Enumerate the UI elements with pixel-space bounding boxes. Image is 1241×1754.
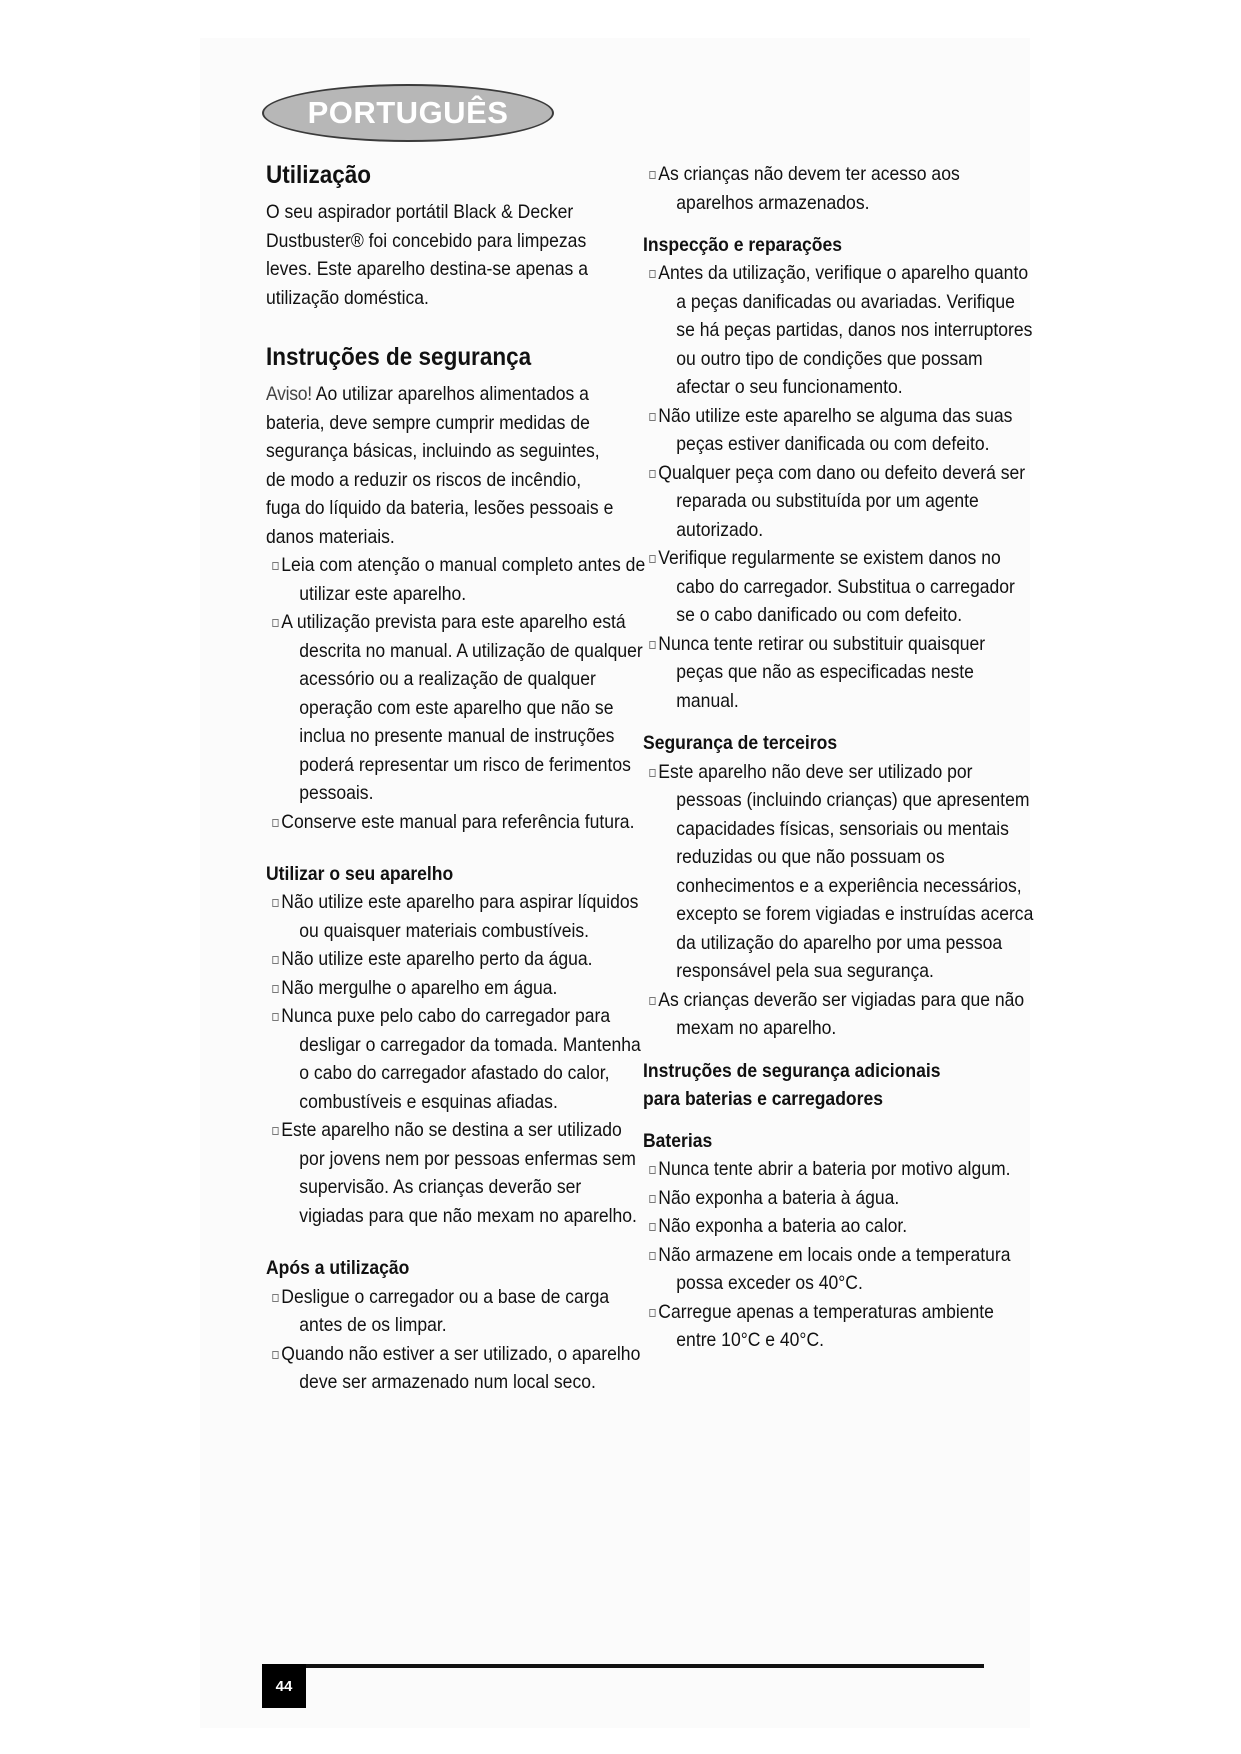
bullet-box-icon <box>649 470 655 478</box>
utilizar-list <box>266 888 641 1230</box>
list-item: Quando não estiver a ser utilizado, o aparelho deve ser armazenado num local seco. <box>266 1340 649 1397</box>
section-title-seguranca: Instruções de segurança <box>266 343 532 371</box>
list-item: Não utilize este aparelho perto da água. <box>266 945 649 974</box>
bullet-box-icon <box>649 413 655 421</box>
section-title-utilizacao: Utilização <box>266 161 372 189</box>
seguranca-list <box>266 551 646 836</box>
utilizacao-body: O seu aspirador portátil Black & Decker Dustbuster® foi concebido para limpezas leves. Este aparelho destina-se apenas a utilização doméstica. <box>266 201 588 309</box>
list-item: Qualquer peça com dano ou defeito deverá ser reparada ou substituída por um agente autorizado. <box>643 459 1036 545</box>
list-item: Antes da utilização, verifique o aparelho quanto a peças danificadas ou avariadas. Verifique se há peças partidas, danos nos interruptores ou outro tipo de condições que possam afectar o seu funcionamento. <box>643 259 1036 402</box>
list-item: As crianças deverão ser vigiadas para que não mexam no aparelho. <box>643 986 1036 1043</box>
section-title-adicionais-1: Instruções de segurança adicionais <box>643 1059 941 1082</box>
list-item: Conserve este manual para referência futura. <box>266 808 649 837</box>
bullet-box-icon <box>649 1166 655 1174</box>
seguranca-warning <box>266 380 616 551</box>
list-item: Carregue apenas a temperaturas ambiente entre 10°C e 40°C. <box>643 1298 1036 1355</box>
list-item: Não utilize este aparelho para aspirar líquidos ou quaisquer materiais combustíveis. <box>266 888 649 945</box>
list-item: Leia com atenção o manual completo antes de utilizar este aparelho. <box>266 551 649 608</box>
warning-text: Ao utilizar aparelhos alimentados a bateria, deve sempre cumprir medidas de segurança básicas, incluindo as seguintes, de modo a reduzir os riscos de incêndio, fuga do líquido da bateria, lesões pessoais e danos materiais. <box>266 383 614 548</box>
list-item: Nunca tente retirar ou substituir quaisquer peças que não as especificadas neste manual. <box>643 630 1036 716</box>
list-item: Não utilize este aparelho se alguma das suas peças estiver danificada ou com defeito. <box>643 402 1036 459</box>
list-item: Não armazene em locais onde a temperatura possa exceder os 40°C. <box>643 1241 1036 1298</box>
intro-list <box>643 160 1003 217</box>
bullet-box-icon <box>649 1252 655 1260</box>
list-item: Nunca tente abrir a bateria por motivo algum. <box>643 1155 1036 1184</box>
list-item: Este aparelho não deve ser utilizado por pessoas (incluindo crianças) que apresentem capacidades físicas, sensoriais ou mentais reduzidas ou que não possuam os conhecimentos e a experiência necessários, excepto se forem vigiadas e instruídas acerca da utilização do aparelho por uma pessoa responsável pela sua segurança. <box>643 758 1036 986</box>
right-column <box>643 160 1034 1355</box>
section-title-baterias: Baterias <box>643 1130 713 1153</box>
apos-list <box>266 1283 641 1397</box>
bullet-box-icon <box>649 1195 655 1203</box>
bullet-box-icon <box>272 819 278 827</box>
section-title-inspeccao: Inspecção e reparações <box>643 234 843 256</box>
section-title-terceiros: Segurança de terceiros <box>643 732 838 755</box>
bullet-box-icon <box>272 899 278 907</box>
left-column <box>266 160 646 1397</box>
page-number: 44 <box>262 1664 306 1708</box>
bullet-box-icon <box>272 956 278 964</box>
bullet-box-icon <box>649 1223 655 1231</box>
list-item: Desligue o carregador ou a base de carga antes de os limpar. <box>266 1283 649 1340</box>
section-title-adicionais-2: para baterias e carregadores <box>643 1087 883 1110</box>
bullet-box-icon <box>649 997 655 1005</box>
terceiros-list <box>643 758 1034 1043</box>
bullet-box-icon <box>649 641 655 649</box>
list-item: Verifique regularmente se existem danos no cabo do carregador. Substitua o carregador se o cabo danificado ou com defeito. <box>643 544 1036 630</box>
list-item: Não mergulhe o aparelho em água. <box>266 974 649 1003</box>
bullet-box-icon <box>649 1309 655 1317</box>
list-item: Este aparelho não se destina a ser utilizado por jovens nem por pessoas enfermas sem supervisão. As crianças deverão ser vigiadas para que não mexam no aparelho. <box>266 1116 649 1230</box>
section-title-utilizar: Utilizar o seu aparelho <box>266 863 454 885</box>
language-label: PORTUGUÊS <box>307 95 509 130</box>
bullet-box-icon <box>649 769 655 777</box>
bullet-box-icon <box>272 562 278 570</box>
bullet-box-icon <box>272 985 278 993</box>
bullet-box-icon <box>272 1351 278 1359</box>
list-item: As crianças não devem ter acesso aos aparelhos armazenados. <box>643 160 1036 217</box>
bullet-box-icon <box>272 619 278 627</box>
language-badge <box>262 84 554 142</box>
footer-rule <box>262 1664 984 1668</box>
bullet-box-icon <box>649 555 655 563</box>
bullet-box-icon <box>649 171 655 179</box>
bullet-box-icon <box>272 1013 278 1021</box>
section-title-apos: Após a utilização <box>266 1257 410 1280</box>
list-item: Não exponha a bateria à água. <box>643 1184 1036 1213</box>
warning-label: Aviso! <box>266 383 312 405</box>
list-item: Não exponha a bateria ao calor. <box>643 1212 1036 1241</box>
list-item: A utilização prevista para este aparelho está descrita no manual. A utilização de qualquer acessório ou a realização de qualquer operação com este aparelho que não se inclua no presente manual de instruções poderá representar um risco de ferimentos pessoais. <box>266 608 649 808</box>
bullet-box-icon <box>272 1294 278 1302</box>
baterias-list <box>643 1155 1011 1355</box>
bullet-box-icon <box>649 270 655 278</box>
inspeccao-list <box>643 259 1033 715</box>
bullet-box-icon <box>272 1127 278 1135</box>
list-item: Nunca puxe pelo cabo do carregador para desligar o carregador da tomada. Mantenha o cabo do carregador afastado do calor, combustíveis e esquinas afiadas. <box>266 1002 649 1116</box>
